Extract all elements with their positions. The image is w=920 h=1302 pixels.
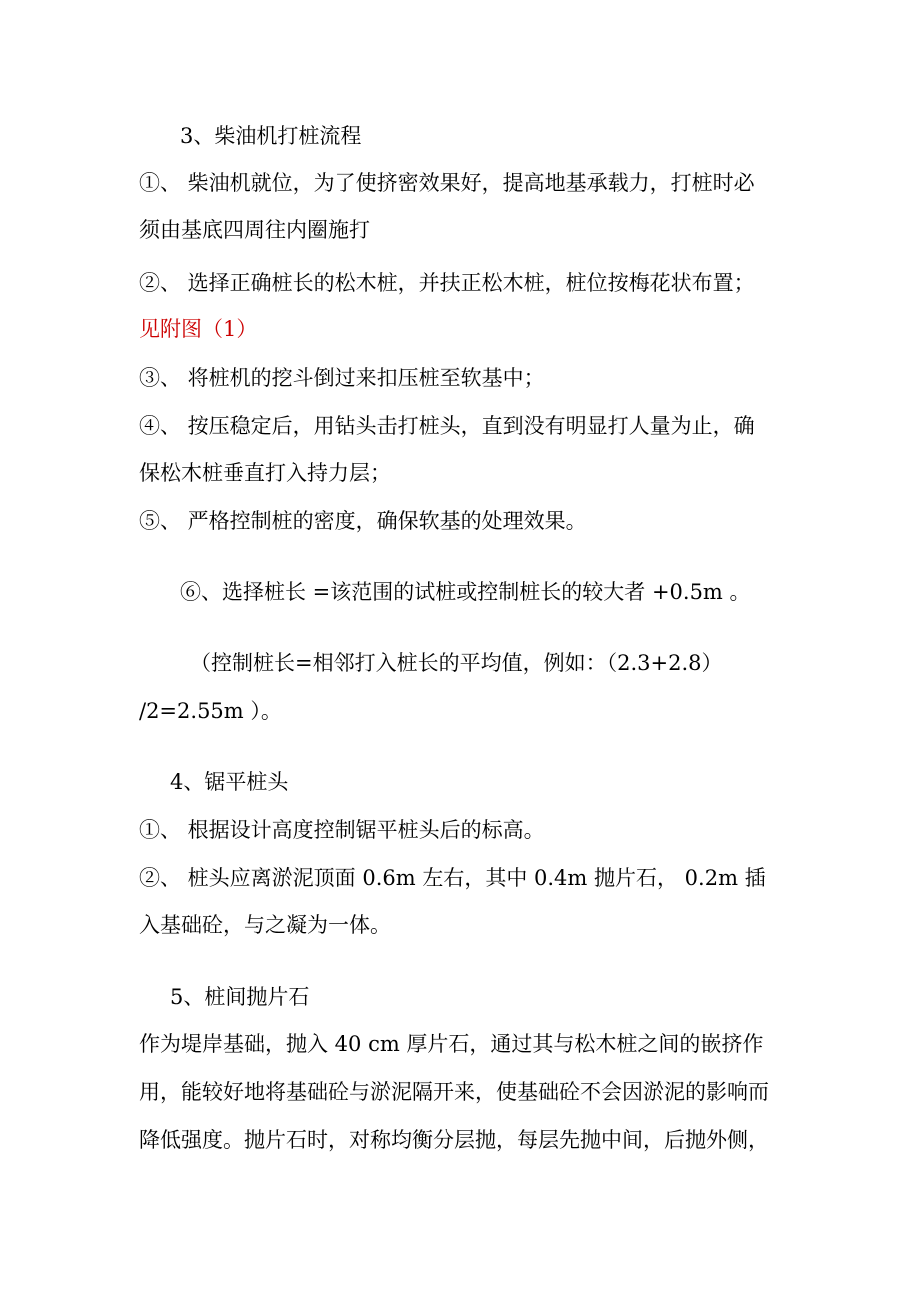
section3-item2-line1: ②、 选择正确桩长的松木桩，并扶正松木桩，桩位按梅花状布置；: [139, 271, 755, 295]
section5-heading: 5、桩间抛片石: [170, 985, 310, 1009]
section3-item3: ③、 将桩机的挖斗倒过来扣压桩至软基中；: [139, 366, 545, 390]
section3-item5: ⑤、 严格控制桩的密度，确保软基的处理效果。: [139, 509, 587, 533]
section3-heading: 3、柴油机打桩流程: [180, 124, 362, 148]
section3-item2-figure-reference: 见附图（1）: [139, 317, 258, 341]
section4-item2-line2: 入基础砼，与之凝为一体。: [139, 913, 391, 937]
section4-item2-line1: ②、 桩头应离淤泥顶面 0.6m 左右，其中 0.4m 抛片石， 0.2m 插: [139, 866, 766, 890]
section3-item4-line1: ④、 按压稳定后，用钻头击打桩头，直到没有明显打人量为止，确: [139, 414, 755, 438]
section3-item4-line2: 保松木桩垂直打入持力层；: [139, 461, 391, 485]
section4-item1: ①、 根据设计高度控制锯平桩头后的标高。: [139, 818, 545, 842]
section3-note-line2: /2=2.55m ）。: [139, 699, 282, 723]
section3-item6: ⑥、选择桩长 =该范围的试桩或控制桩长的较大者 +0.5m 。: [180, 580, 751, 604]
section5-paragraph-line2: 用，能较好地将基础砼与淤泥隔开来，使基础砼不会因淤泥的影响而: [139, 1080, 769, 1104]
section3-item1-line2: 须由基底四周往内圈施打: [139, 218, 370, 242]
section5-paragraph-line1: 作为堤岸基础，抛入 40 cm 厚片石，通过其与松木桩之间的嵌挤作: [139, 1032, 764, 1056]
section3-note-line1: （控制桩长=相邻打入桩长的平均值，例如：（2.3+2.8）: [190, 651, 723, 675]
section5-paragraph-line3: 降低强度。抛片石时，对称均衡分层抛，每层先抛中间，后抛外侧，: [139, 1128, 769, 1152]
section4-heading: 4、锯平桩头: [170, 770, 289, 794]
section3-item1-line1: ①、 柴油机就位，为了使挤密效果好，提高地基承载力，打桩时必: [139, 171, 755, 195]
